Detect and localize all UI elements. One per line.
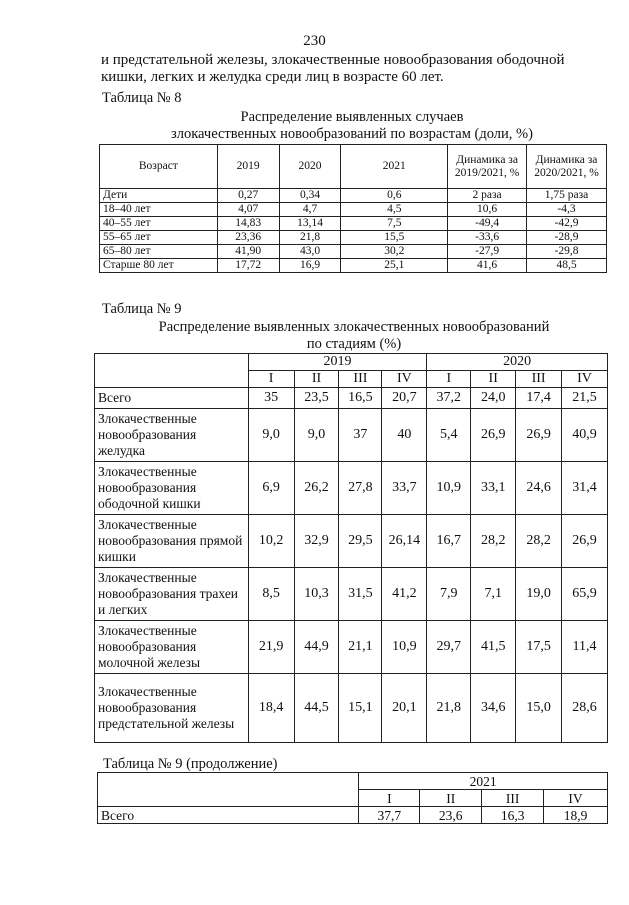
table9-cell: 15,0 [516,674,562,743]
intro-line: кишки, легких и желудка среди лиц в возрасте 60 лет. [101,69,444,85]
table9-cell: 19,0 [516,568,562,621]
table9-row-label: Злокачественные новообразования желудка [95,409,249,462]
table8-header-cell: 2019 [217,145,279,189]
table9-cell: 33,1 [471,462,516,515]
table9-cell: 26,14 [382,515,427,568]
table9-cont-stage-cell: I [359,790,420,807]
table8-row [100,259,607,273]
table8-cell: 25,1 [341,259,448,273]
table9-cell: 15,1 [339,674,382,743]
table9-caption-line: по стадиям (%) [306,336,402,352]
table8-cell: 40–55 лет [100,217,218,231]
table8-cell: 16,9 [279,259,341,273]
table9-row [95,462,608,515]
table9-stage-cell: II [294,371,339,388]
table9-year-cell: 2020 [427,354,608,371]
table9-cell: 40,9 [562,409,608,462]
table8-cell: 0,27 [217,189,279,203]
table9-stage-cell: I [427,371,471,388]
table8-cell: -29,8 [527,245,607,259]
table9-row-label: Всего [95,388,249,409]
table9-row [95,515,608,568]
table9-cell: 21,1 [339,621,382,674]
table9-cell: 9,0 [294,409,339,462]
table9-corner-cell [95,354,249,388]
table8-cell: 1,75 раза [527,189,607,203]
table8-row [100,189,607,203]
table9-caption [100,319,608,353]
table8-row [100,245,607,259]
table9-cell: 7,1 [471,568,516,621]
table9-cont-corner-cell [98,773,359,807]
intro-paragraph [101,52,605,86]
table9-cell: 40 [382,409,427,462]
table9-cell: 32,9 [294,515,339,568]
table8-cell: 13,14 [279,217,341,231]
table8-cell: 65–80 лет [100,245,218,259]
table9-cell: 29,5 [339,515,382,568]
table9-cont-cell: 16,3 [482,807,544,824]
table9-cont-stage-cell: II [420,790,482,807]
table9-cell: 16,5 [339,388,382,409]
table9-cell: 35 [248,388,294,409]
table8-cell: Дети [100,189,218,203]
table8-cell: 7,5 [341,217,448,231]
table9-cell: 21,8 [427,674,471,743]
table8-cell: -33,6 [448,231,527,245]
table9-stage-cell: III [516,371,562,388]
table9-cont-year-row [98,773,608,790]
table8 [99,144,607,273]
table9-cell: 9,0 [248,409,294,462]
table9-cell: 21,9 [248,621,294,674]
table9-cell: 10,3 [294,568,339,621]
table8-cell: 15,5 [341,231,448,245]
table9-cont-row [98,807,608,824]
table8-cell: 0,6 [341,189,448,203]
table8-caption-line: Распределение выявленных случаев [240,109,464,125]
table8-caption [102,109,602,143]
table8-cell: 2 раза [448,189,527,203]
table9-cell: 33,7 [382,462,427,515]
table8-cell: 43,0 [279,245,341,259]
table9-row [95,409,608,462]
table9-cell: 28,2 [471,515,516,568]
table8-header-cell: Динамика за 2020/2021, % [527,145,607,189]
table8-label: Таблица № 8 [102,90,182,106]
table8-cell: 30,2 [341,245,448,259]
table8-cell: 4,07 [217,203,279,217]
table8-cell: 4,5 [341,203,448,217]
table8-cell: Старше 80 лет [100,259,218,273]
table9-caption-line: Распределение выявленных злокачественных новообразований [158,319,550,335]
intro-line: и предстательной железы, злокачественные новообразования ободочной [101,52,565,68]
table9-cell: 26,9 [471,409,516,462]
table9 [94,353,608,743]
table8-cell: 48,5 [527,259,607,273]
table9-stage-cell: II [471,371,516,388]
table9-row-label: Злокачественные новообразования трахеи и легких [95,568,249,621]
table9-cell: 29,7 [427,621,471,674]
table8-header-cell: 2021 [341,145,448,189]
table9-cell: 23,5 [294,388,339,409]
table9-cell: 65,9 [562,568,608,621]
table9-cell: 41,5 [471,621,516,674]
table9-cell: 26,9 [516,409,562,462]
table9-cell: 34,6 [471,674,516,743]
table9-cont-stage-cell: IV [544,790,608,807]
table9-cell: 41,2 [382,568,427,621]
table9-cell: 20,1 [382,674,427,743]
table9-year-cell: 2019 [248,354,427,371]
table9-cell: 28,6 [562,674,608,743]
table9-row-label: Злокачественные новообразования молочной железы [95,621,249,674]
table9-cell: 11,4 [562,621,608,674]
table9-cell: 7,9 [427,568,471,621]
table9-stage-cell: I [248,371,294,388]
table9-cell: 27,8 [339,462,382,515]
table8-cell: -4,3 [527,203,607,217]
table8-caption-line: злокачественных новообразований по возрастам (доли, %) [171,126,533,142]
table9-cell: 44,5 [294,674,339,743]
table9-stage-cell: IV [562,371,608,388]
table9-row-label: Злокачественные новообразования ободочной кишки [95,462,249,515]
table9-stage-cell: III [339,371,382,388]
table9-cont-cell: 18,9 [544,807,608,824]
table8-header-cell: Возраст [100,145,218,189]
table9-row [95,568,608,621]
table9-cell: 44,9 [294,621,339,674]
table9-cell: 26,9 [562,515,608,568]
table8-row [100,231,607,245]
table9-cont-row-label: Всего [98,807,359,824]
table8-cell: 18–40 лет [100,203,218,217]
table9-row-label: Злокачественные новообразования предстательной железы [95,674,249,743]
table9-row [95,388,608,409]
table9-cont-cell: 23,6 [420,807,482,824]
table8-row [100,203,607,217]
table8-cell: -49,4 [448,217,527,231]
table9-cell: 28,2 [516,515,562,568]
table9-continuation [97,772,608,824]
table9-cont-stage-cell: III [482,790,544,807]
table9-cont-label: Таблица № 9 (продолжение) [103,756,278,772]
table8-header-row [100,145,607,189]
table9-cell: 24,6 [516,462,562,515]
table8-cell: -27,9 [448,245,527,259]
table8-cell: 23,36 [217,231,279,245]
table9-cell: 10,9 [427,462,471,515]
table9-row-label: Злокачественные новообразования прямой кишки [95,515,249,568]
table8-cell: 0,34 [279,189,341,203]
table9-cell: 8,5 [248,568,294,621]
table8-header-cell: Динамика за 2019/2021, % [448,145,527,189]
table9-cell: 26,2 [294,462,339,515]
table9-year-row [95,354,608,371]
table9-cell: 37,2 [427,388,471,409]
table8-cell: 55–65 лет [100,231,218,245]
page-number: 230 [303,33,326,49]
table9-cell: 37 [339,409,382,462]
table9-cell: 5,4 [427,409,471,462]
table9-stage-cell: IV [382,371,427,388]
table9-row [95,621,608,674]
table8-cell: 41,6 [448,259,527,273]
table9-label: Таблица № 9 [102,301,182,317]
table8-cell: 21,8 [279,231,341,245]
table9-row [95,674,608,743]
table8-cell: 14,83 [217,217,279,231]
table8-cell: 4,7 [279,203,341,217]
table8-cell: 17,72 [217,259,279,273]
table9-cell: 24,0 [471,388,516,409]
table8-header-cell: 2020 [279,145,341,189]
table9-cell: 18,4 [248,674,294,743]
table8-cell: 10,6 [448,203,527,217]
table9-cell: 31,4 [562,462,608,515]
table9-cont-year-cell: 2021 [359,773,608,790]
table9-cell: 20,7 [382,388,427,409]
table9-cell: 16,7 [427,515,471,568]
table9-cont-cell: 37,7 [359,807,420,824]
table9-cell: 10,2 [248,515,294,568]
table9-cell: 17,4 [516,388,562,409]
table9-cell: 6,9 [248,462,294,515]
table9-cell: 17,5 [516,621,562,674]
table8-row [100,217,607,231]
table9-cell: 21,5 [562,388,608,409]
table8-cell: 41,90 [217,245,279,259]
table8-cell: -42,9 [527,217,607,231]
table8-cell: -28,9 [527,231,607,245]
table9-cell: 31,5 [339,568,382,621]
table9-cell: 10,9 [382,621,427,674]
